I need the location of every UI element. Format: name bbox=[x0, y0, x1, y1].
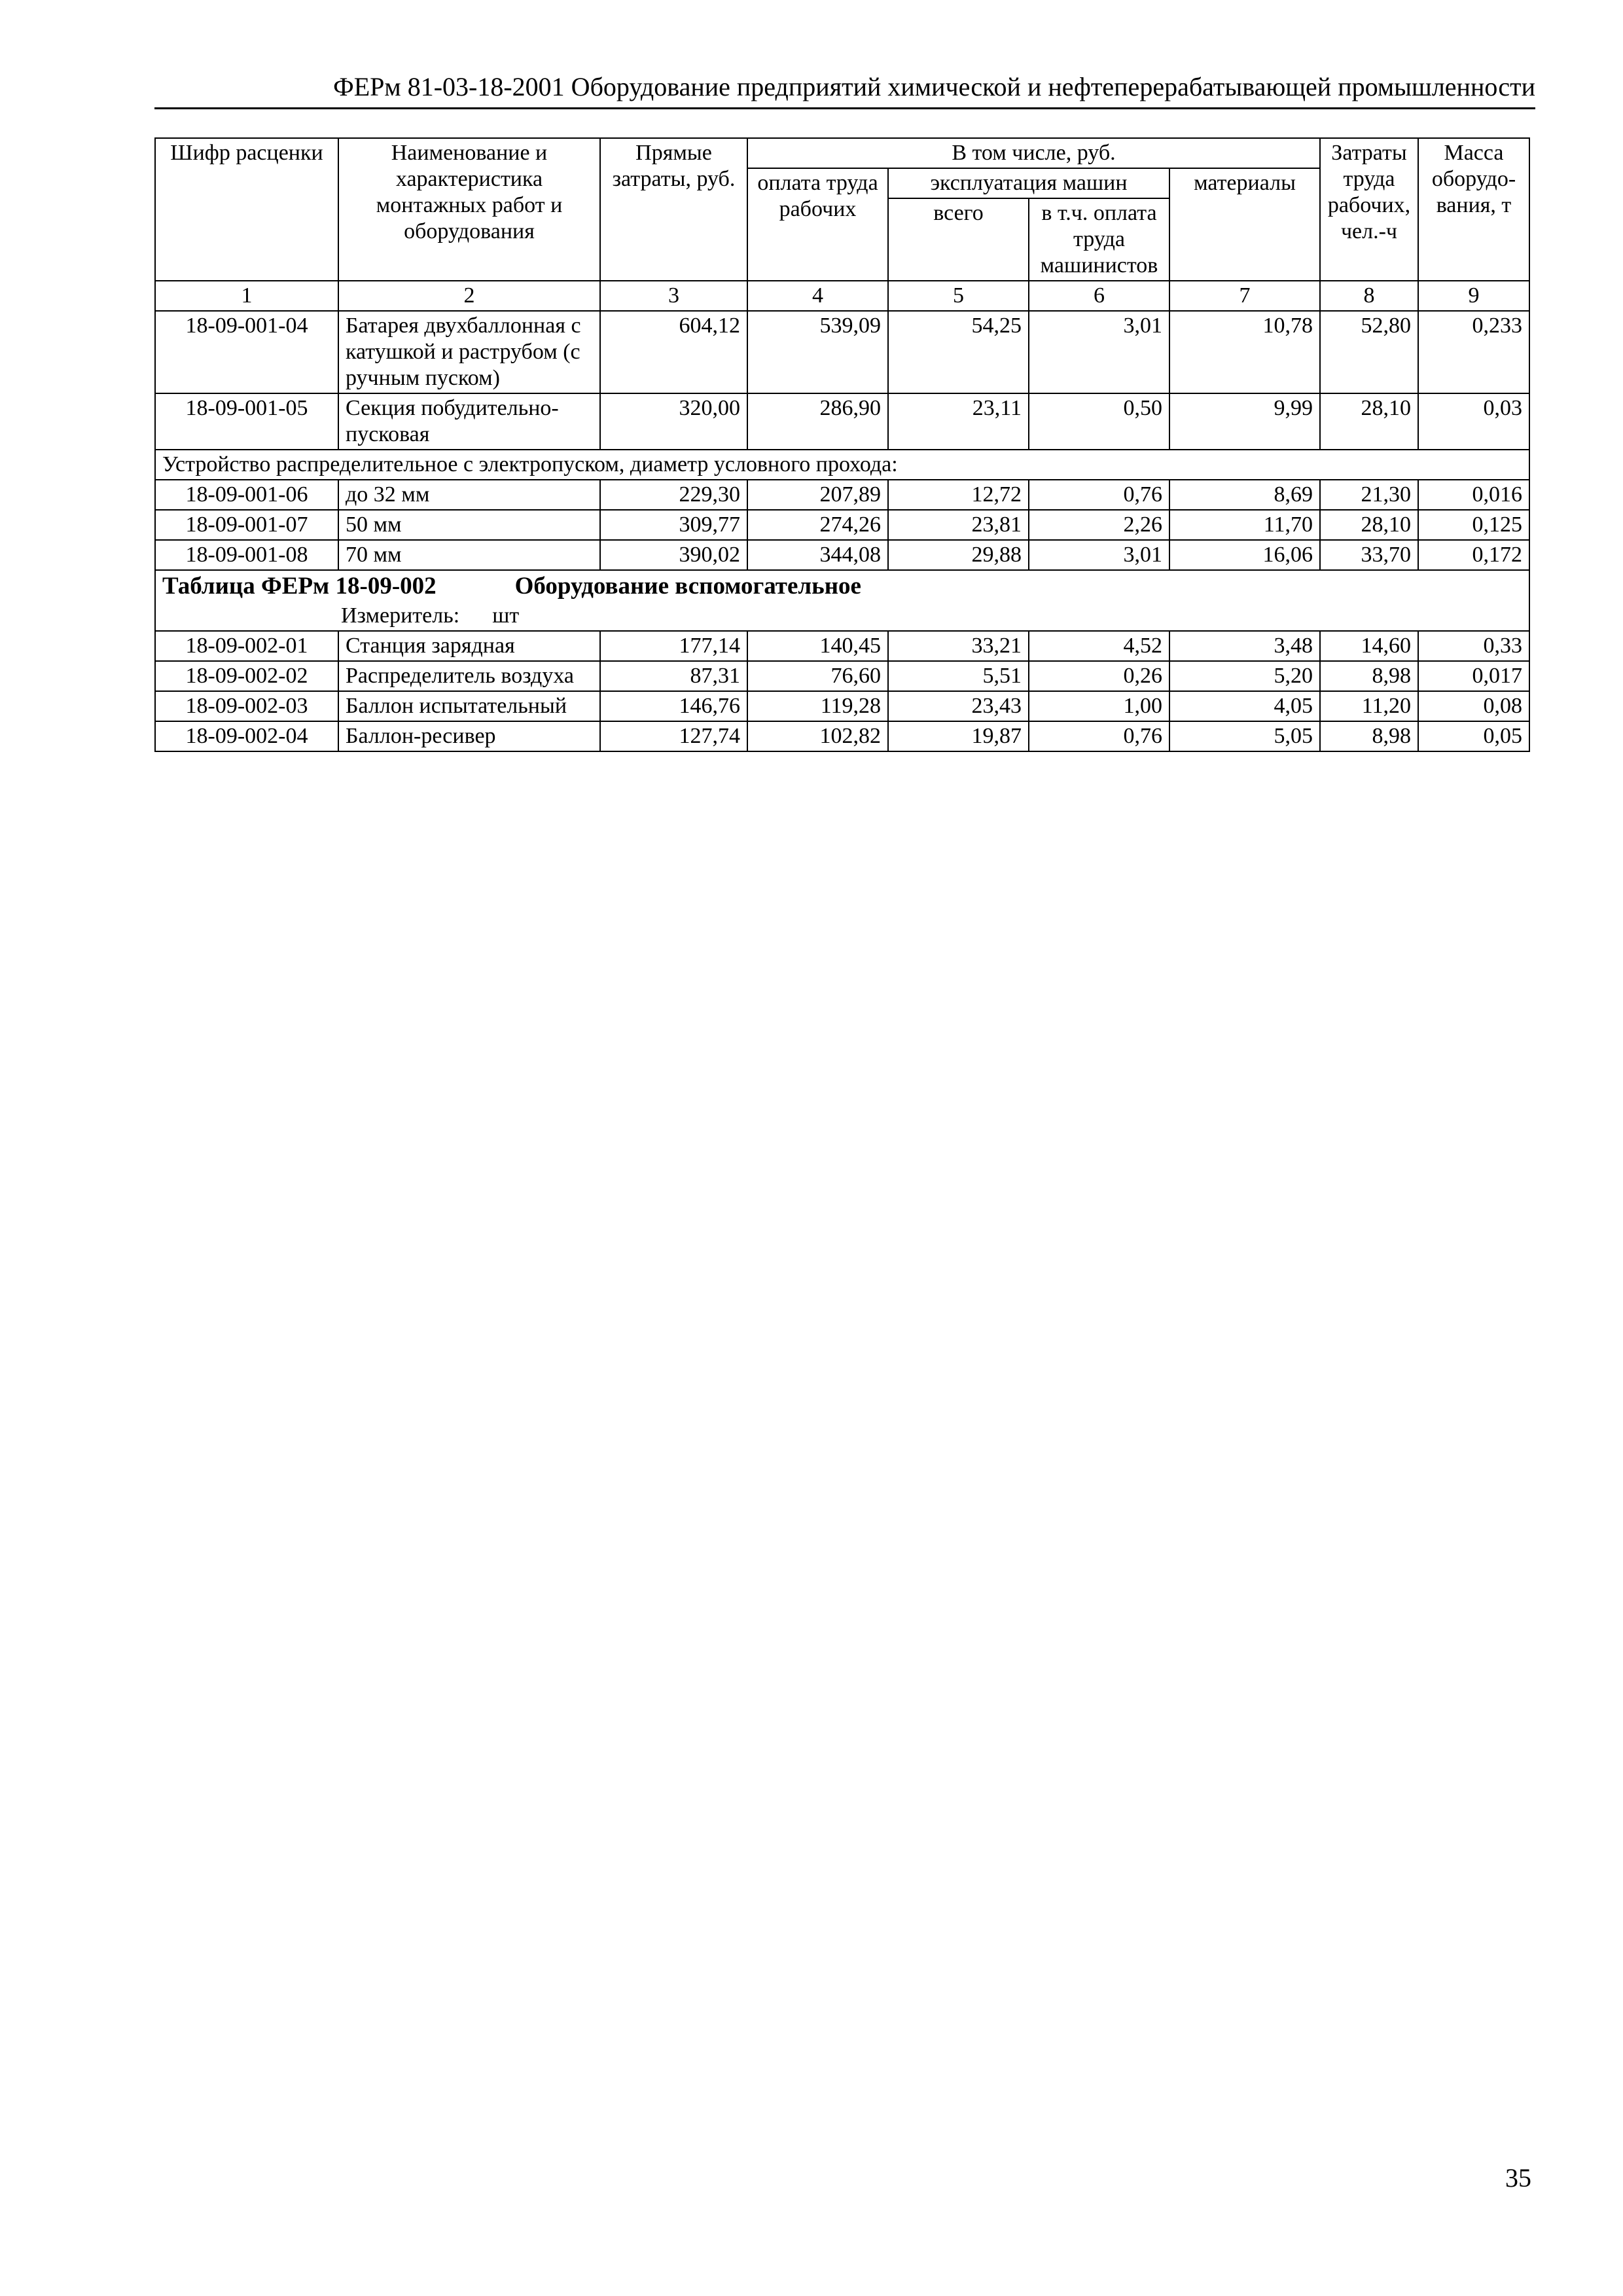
materials: 11,70 bbox=[1169, 510, 1320, 540]
materials: 8,69 bbox=[1169, 480, 1320, 510]
header-rule bbox=[154, 107, 1535, 109]
header-labor: Затраты труда рабочих, чел.-ч bbox=[1320, 138, 1418, 281]
page-number: 35 bbox=[1505, 2163, 1531, 2193]
materials: 5,20 bbox=[1169, 661, 1320, 691]
table-row bbox=[155, 540, 1529, 570]
column-number: 5 bbox=[888, 281, 1029, 311]
table-row bbox=[155, 631, 1529, 661]
section-title: Оборудование вспомогательное bbox=[514, 573, 861, 600]
workers-pay: 119,28 bbox=[747, 691, 888, 721]
materials: 4,05 bbox=[1169, 691, 1320, 721]
work-name: Распределитель воздуха bbox=[338, 661, 600, 691]
header-name: Наименование и характеристика монтажных работ и оборудования bbox=[338, 138, 600, 281]
materials: 10,78 bbox=[1169, 311, 1320, 393]
materials: 5,05 bbox=[1169, 721, 1320, 751]
direct-costs: 127,74 bbox=[600, 721, 747, 751]
work-name: Батарея двухбаллонная с катушкой и раструбом (с ручным пуском) bbox=[338, 311, 600, 393]
labor-hours: 28,10 bbox=[1320, 393, 1418, 450]
materials: 3,48 bbox=[1169, 631, 1320, 661]
operators-pay: 3,01 bbox=[1029, 540, 1169, 570]
column-number: 2 bbox=[338, 281, 600, 311]
column-number: 6 bbox=[1029, 281, 1169, 311]
operators-pay: 3,01 bbox=[1029, 311, 1169, 393]
table-row bbox=[155, 311, 1529, 393]
column-number: 8 bbox=[1320, 281, 1418, 311]
rates-body bbox=[155, 311, 1529, 751]
table-row bbox=[155, 691, 1529, 721]
header-direct-costs: Прямые затраты, руб. bbox=[600, 138, 747, 281]
labor-hours: 8,98 bbox=[1320, 661, 1418, 691]
column-number: 7 bbox=[1169, 281, 1320, 311]
machines-total: 23,11 bbox=[888, 393, 1029, 450]
direct-costs: 146,76 bbox=[600, 691, 747, 721]
direct-costs: 229,30 bbox=[600, 480, 747, 510]
materials: 9,99 bbox=[1169, 393, 1320, 450]
work-name: до 32 мм bbox=[338, 480, 600, 510]
labor-hours: 11,20 bbox=[1320, 691, 1418, 721]
labor-hours: 14,60 bbox=[1320, 631, 1418, 661]
workers-pay: 274,26 bbox=[747, 510, 888, 540]
workers-pay: 344,08 bbox=[747, 540, 888, 570]
table-row bbox=[155, 480, 1529, 510]
operators-pay: 0,76 bbox=[1029, 480, 1169, 510]
direct-costs: 87,31 bbox=[600, 661, 747, 691]
column-number: 3 bbox=[600, 281, 747, 311]
operators-pay: 0,76 bbox=[1029, 721, 1169, 751]
table-row bbox=[155, 393, 1529, 450]
table-row bbox=[155, 721, 1529, 751]
workers-pay: 539,09 bbox=[747, 311, 888, 393]
meter bbox=[155, 601, 1529, 631]
labor-hours: 21,30 bbox=[1320, 480, 1418, 510]
equipment-mass: 0,016 bbox=[1418, 480, 1529, 510]
header-operators-pay: в т.ч. оплата труда машинистов bbox=[1029, 198, 1169, 281]
rate-code: 18-09-002-02 bbox=[155, 661, 338, 691]
rates-table bbox=[154, 137, 1530, 752]
section-table-label: Таблица ФЕРм 18-09-002 bbox=[162, 573, 437, 600]
table-header bbox=[155, 138, 1529, 311]
meter-row bbox=[155, 601, 1529, 631]
labor-hours: 28,10 bbox=[1320, 510, 1418, 540]
section-heading bbox=[155, 570, 1529, 601]
meter-unit: шт bbox=[492, 603, 520, 628]
labor-hours: 52,80 bbox=[1320, 311, 1418, 393]
direct-costs: 309,77 bbox=[600, 510, 747, 540]
workers-pay: 286,90 bbox=[747, 393, 888, 450]
work-name: 70 мм bbox=[338, 540, 600, 570]
column-number: 1 bbox=[155, 281, 338, 311]
column-number: 9 bbox=[1418, 281, 1529, 311]
workers-pay: 207,89 bbox=[747, 480, 888, 510]
rate-code: 18-09-001-06 bbox=[155, 480, 338, 510]
header-mass: Масса оборудо-вания, т bbox=[1418, 138, 1529, 281]
table-row bbox=[155, 510, 1529, 540]
workers-pay: 76,60 bbox=[747, 661, 888, 691]
equipment-mass: 0,172 bbox=[1418, 540, 1529, 570]
operators-pay: 0,26 bbox=[1029, 661, 1169, 691]
meter-label: Измеритель: bbox=[341, 603, 460, 628]
header-code: Шифр расценки bbox=[155, 138, 338, 281]
direct-costs: 320,00 bbox=[600, 393, 747, 450]
direct-costs: 177,14 bbox=[600, 631, 747, 661]
rate-code: 18-09-001-07 bbox=[155, 510, 338, 540]
rate-code: 18-09-001-05 bbox=[155, 393, 338, 450]
operators-pay: 4,52 bbox=[1029, 631, 1169, 661]
work-name: 50 мм bbox=[338, 510, 600, 540]
direct-costs: 390,02 bbox=[600, 540, 747, 570]
equipment-mass: 0,05 bbox=[1418, 721, 1529, 751]
equipment-mass: 0,08 bbox=[1418, 691, 1529, 721]
operators-pay: 2,26 bbox=[1029, 510, 1169, 540]
table-row bbox=[155, 661, 1529, 691]
group-row bbox=[155, 450, 1529, 480]
rate-code: 18-09-002-04 bbox=[155, 721, 338, 751]
header-total: всего bbox=[888, 198, 1029, 281]
work-name: Баллон испытательный bbox=[338, 691, 600, 721]
labor-hours: 33,70 bbox=[1320, 540, 1418, 570]
machines-total: 12,72 bbox=[888, 480, 1029, 510]
group-title: Устройство распределительное с электропуском, диаметр условного прохода: bbox=[155, 450, 1529, 480]
work-name: Баллон-ресивер bbox=[338, 721, 600, 751]
equipment-mass: 0,125 bbox=[1418, 510, 1529, 540]
machines-total: 19,87 bbox=[888, 721, 1029, 751]
machines-total: 33,21 bbox=[888, 631, 1029, 661]
column-number: 4 bbox=[747, 281, 888, 311]
column-numbers-row bbox=[155, 281, 1529, 311]
section-heading-row bbox=[155, 570, 1529, 601]
workers-pay: 140,45 bbox=[747, 631, 888, 661]
equipment-mass: 0,03 bbox=[1418, 393, 1529, 450]
rate-code: 18-09-001-08 bbox=[155, 540, 338, 570]
header-workers-pay: оплата труда рабочих bbox=[747, 168, 888, 281]
equipment-mass: 0,233 bbox=[1418, 311, 1529, 393]
machines-total: 54,25 bbox=[888, 311, 1029, 393]
header-machine-operation: эксплуатация машин bbox=[888, 168, 1169, 198]
rate-code: 18-09-002-01 bbox=[155, 631, 338, 661]
equipment-mass: 0,017 bbox=[1418, 661, 1529, 691]
machines-total: 5,51 bbox=[888, 661, 1029, 691]
workers-pay: 102,82 bbox=[747, 721, 888, 751]
machines-total: 23,43 bbox=[888, 691, 1029, 721]
header-materials: материалы bbox=[1169, 168, 1320, 281]
rate-code: 18-09-001-04 bbox=[155, 311, 338, 393]
operators-pay: 0,50 bbox=[1029, 393, 1169, 450]
header-including: В том числе, руб. bbox=[747, 138, 1320, 168]
machines-total: 29,88 bbox=[888, 540, 1029, 570]
operators-pay: 1,00 bbox=[1029, 691, 1169, 721]
running-header: ФЕРм 81-03-18-2001 Оборудование предприятий химической и нефтеперерабатывающей промышленности bbox=[333, 72, 1535, 101]
materials: 16,06 bbox=[1169, 540, 1320, 570]
machines-total: 23,81 bbox=[888, 510, 1029, 540]
equipment-mass: 0,33 bbox=[1418, 631, 1529, 661]
labor-hours: 8,98 bbox=[1320, 721, 1418, 751]
rate-code: 18-09-002-03 bbox=[155, 691, 338, 721]
work-name: Секция побудительно-пусковая bbox=[338, 393, 600, 450]
direct-costs: 604,12 bbox=[600, 311, 747, 393]
work-name: Станция зарядная bbox=[338, 631, 600, 661]
